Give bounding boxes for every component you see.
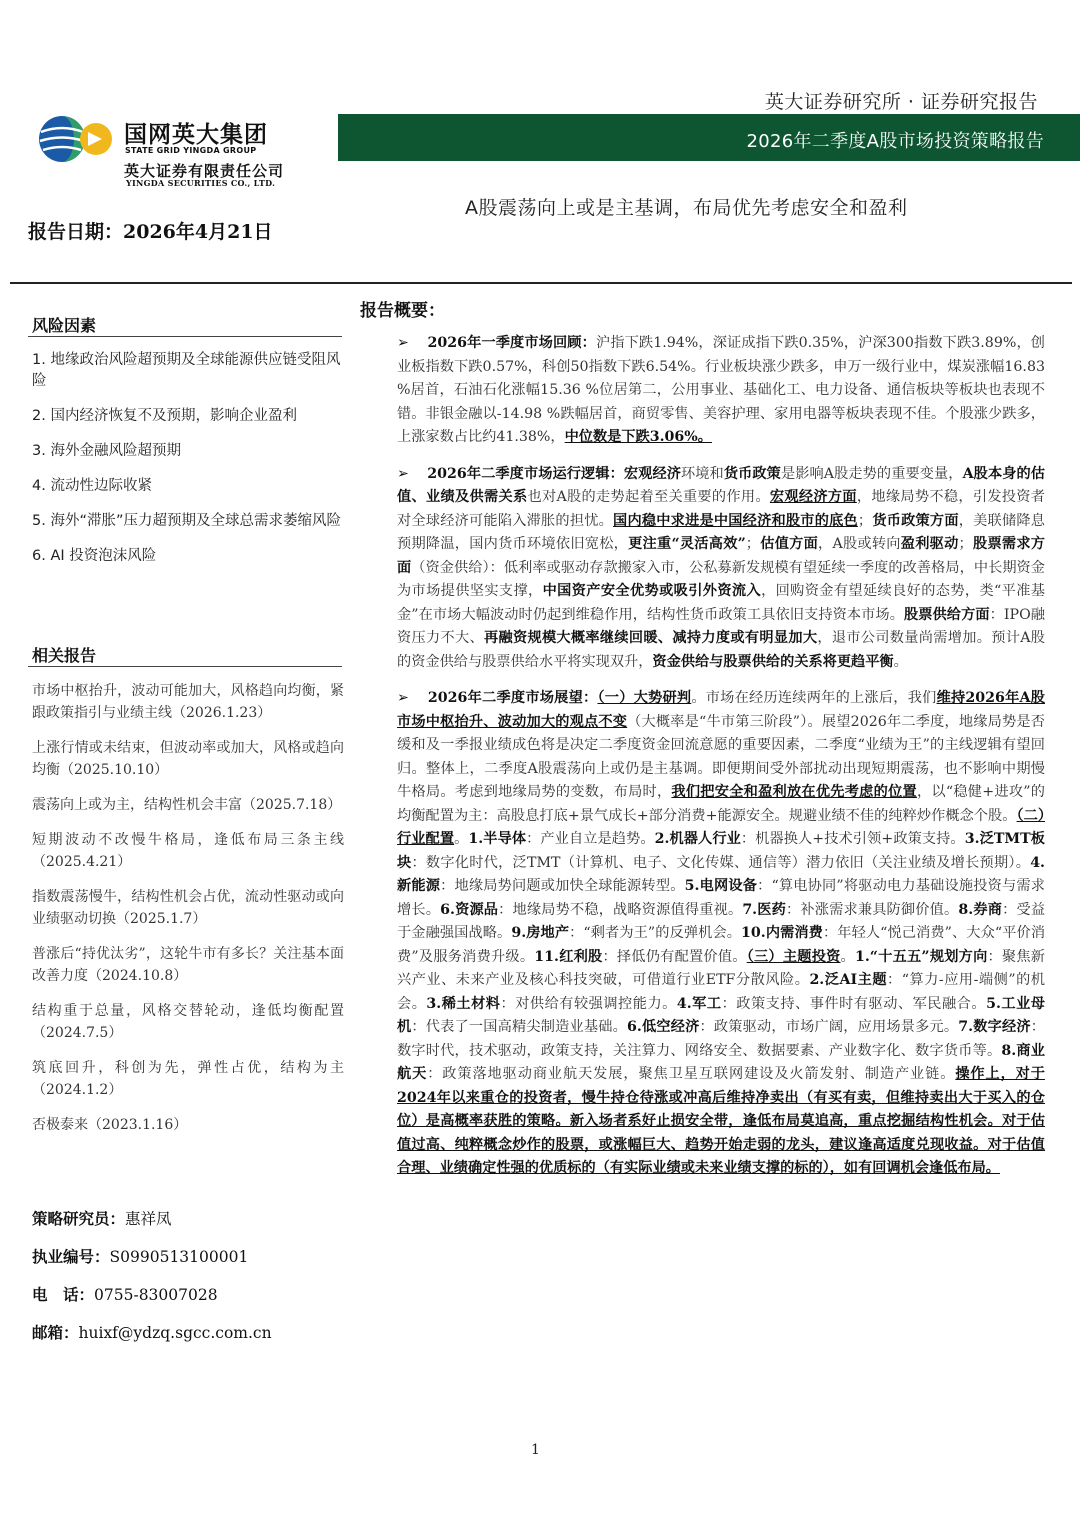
q2-logic-paragraph: ➢ 2026年二季度市场运行逻辑：宏观经济环境和货币政策是影响A股走势的重要变量，A股本身的估值、业绩及供需关系也对A股的走势起着至关重要的作用。宏观经济方面，地缘局势不稳，引发投资者对全球经济可能陷入滞胀的担忧。国内稳中求进是中国经济和股市的底色；货币政策方面，美联储降息预期降温，国内货币环境依旧宽松，更注重“灵活高效”；估值方面，A股或转向盈利驱动；股票需求方面（资金供给）：低利率或驱动存款搬家入市，公私募新发规模有望延续一季度的改善格局，中长期资金为市场提供坚实支撑，中国资产安全优势或吸引外资流入，回购资金有望延续良好的态势，类“平准基金”在市场大幅波动时仍起到维稳作用，结构性货币政策工具依旧支持资本市场。股票供给方面：IPO融资压力不大、再融资规模大概率继续回暖、减持力度或有明显加大，退市公司数量尚需增加。预计A股的资金供给与股票供给水平将实现双升，资金供给与股票供给的关系将更趋平衡。 [397, 465, 1045, 670]
risk-item: 3. 海外金融风险超预期 [32, 443, 181, 459]
related-report-item[interactable]: 指数震荡慢牛，结构性机会占优，流动性驱动或向业绩驱动切换（2025.1.7） [32, 889, 344, 927]
brand-name-en: STATE GRID YINGDA GROUP [125, 146, 257, 155]
related-report-item[interactable]: 上涨行情或未结束，但波动率或加大，风格或趋向均衡（2025.10.10） [32, 740, 344, 778]
related-reports-title: 相关报告 [32, 646, 97, 665]
license-number: S0990513100001 [109, 1248, 249, 1266]
bullet-arrow-icon: ➢ [397, 335, 409, 351]
license-label: 执业编号： [32, 1248, 110, 1266]
email-line [32, 1321, 272, 1343]
risk-list [32, 350, 344, 581]
company-name-en: YINGDA SECURITIES CO., LTD. [126, 178, 276, 188]
state-grid-globe-icon [38, 114, 114, 164]
report-date-value: 2026年4月21日 [123, 221, 273, 243]
phone-line [32, 1283, 218, 1305]
page-number: 1 [531, 1442, 540, 1458]
risk-item: 5. 海外“滞胀”压力超预期及全球总需求萎缩风险 [32, 513, 341, 529]
risk-item: 4. 流动性边际收紧 [32, 478, 152, 494]
q2-outlook-paragraph: ➢ 2026年二季度市场展望：（一）大势研判。市场在经历连续两年的上涨后，我们维持2026年A股市场中枢抬升、波动加大的观点不变（大概率是“牛市第三阶段”）。展望2026年二季度，地缘局势是否缓和及一季报业绩成色将是决定二季度资金回流意愿的重要因素，二季度“业绩为王”的主线逻辑有望回归。整体上，二季度A股震荡向上或仍是主基调。即便期间受外部扰动出现短期震荡，也不影响中期慢牛格局。考虑到地缘局势的变数，布局时，我们把安全和盈利放在优先考虑的位置，以“稳健+进攻”的均衡配置为主：高股息打底+景气成长+部分消费+能源安全。规避业绩不佳的纯粹炒作概念个股。（二）行业配置。1.半导体：产业自立是趋势。2.机器人行业：机器换人+技术引领+政策支持。3.泛TMT板块：数字化时代，泛TMT（计算机、电子、文化传媒、通信等）潜力依旧（关注业绩及增长预期）。4.新能源：地缘局势问题或加快全球能源转型。5.电网设备：“算电协同”将驱动电力基础设施投资与需求增长。6.资源品：地缘局势不稳，战略资源值得重视。7.医药：补涨需求兼具防御价值。8.券商：受益于金融强国战略。9.房地产：“剩者为王”的反弹机会。10.内需消费：年轻人“悦己消费”、大众“平价消费”及服务消费升级。11.红利股：择低仍有配置价值。（三）主题投资。1.“十五五”规划方向：聚焦新兴产业、未来产业及核心科技突破，可借道行业ETF分散风险。2.泛AI主题：“算力-应用-端侧”的机会。3.稀土材料：对供给有较强调控能力。4.军工：政策支持、事件时有驱动、军民融合。5.工业母机：代表了一国高精尖制造业基础。6.低空经济：政策驱动，市场广阔，应用场景多元。7.数字经济：数字时代，技术驱动，政策支持，关注算力、网络安全、数据要素、产业数字化、数字货币等。8.商业航天：政策落地驱动商业航天发展，聚焦卫星互联网建设及火箭发射、制造产业链。操作上，对于2024年以来重仓的投资者，慢牛持仓待涨或冲高后维持净卖出（有买有卖，但维持卖出大于买入的仓位）是高概率获胜的策略。新入场者系好止损安全带，逢低布局莫追高，重点挖掘结构性机会。对于估值过高、纯粹概念炒作的股票，或涨幅巨大、趋势开始走弱的龙头，建议逢高适度兑现收益。对于估值合理、业绩确定性强的优质标的（有实际业绩或未来业绩支撑的标的），如有回调机会逢低布局。 [397, 690, 1046, 1176]
risk-item: 1. 地缘政治风险超预期及全球能源供应链受阻风险 [32, 352, 341, 389]
email-label: 邮箱： [32, 1324, 79, 1342]
email-address[interactable]: huixf@ydzq.sgcc.com.cn [78, 1324, 272, 1342]
license-line [32, 1245, 248, 1267]
q1-review-lead: 2026年一季度市场回顾： [427, 335, 596, 351]
risk-item: 2. 国内经济恢复不及预期，影响企业盈利 [32, 408, 297, 424]
median-decline: 中位数是下跌3.06%。 [564, 429, 712, 445]
summary-heading: 报告概要： [360, 301, 445, 321]
related-report-item[interactable]: 结构重于总量，风格交替轮动，逢低均衡配置（2024.7.5） [32, 1003, 344, 1041]
analyst-name: 惠祥凤 [125, 1210, 172, 1228]
related-reports-list [32, 680, 344, 1149]
bullet-arrow-icon: ➢ [397, 465, 409, 482]
risk-section-divider [28, 336, 342, 337]
related-report-item[interactable]: 市场中枢抬升，波动可能加大，风格趋向均衡，紧跟政策指引与业绩主线（2026.1.23） [32, 683, 344, 721]
report-date [28, 217, 273, 244]
related-reports-divider [28, 666, 342, 667]
related-report-item[interactable]: 筑底回升，科创为先，弹性占优，结构为主（2024.1.2） [32, 1060, 344, 1098]
analyst-line [32, 1207, 172, 1229]
risk-section-title: 风险因素 [32, 316, 97, 335]
report-title: 2026年二季度A股市场投资策略报告 [746, 131, 1044, 152]
q2-outlook-lead: 2026年二季度市场展望： [427, 690, 598, 706]
operation-advice: 操作上，对于2024年以来重仓的投资者，慢牛持仓待涨或冲高后维持净卖出（有买有卖，但维持卖出大于买入的仓位）是高概率获胜的策略。新入场者系好止损安全带，逢低布局莫追高，重点挖掘结构性机会。对于估值过高、纯粹概念炒作的股票，或涨幅巨大、趋势开始走弱的龙头，建议逢高适度兑现收益。对于估值合理、业绩确定性强的优质标的（有实际业绩或未来业绩支撑的标的），如有回调机会逢低布局。 [397, 1066, 1045, 1176]
institute-label: 英大证券研究所 · 证券研究报告 [764, 91, 1038, 113]
q2-logic-lead: 2026年二季度市场运行逻辑： [427, 465, 624, 482]
report-headline: A股震荡向上或是主基调，布局优先考虑安全和盈利 [465, 197, 908, 219]
analyst-label: 策略研究员： [32, 1210, 126, 1228]
risk-item: 6. AI 投资泡沫风险 [32, 548, 157, 564]
company-name-cn: 英大证券有限责任公司 [124, 162, 285, 180]
summary-body [397, 332, 1045, 1194]
bullet-arrow-icon: ➢ [397, 690, 409, 706]
report-date-label: 报告日期： [28, 221, 124, 243]
header-divider [10, 282, 1072, 284]
company-logo [38, 114, 114, 164]
related-report-item[interactable]: 短期波动不改慢牛格局，逢低布局三条主线（2025.4.21） [32, 832, 344, 870]
brand-name-cn: 国网英大集团 [124, 122, 268, 148]
related-report-item[interactable]: 震荡向上或为主，结构性机会丰富（2025.7.18） [32, 797, 342, 813]
phone-label: 电 话： [32, 1286, 95, 1304]
phone-number: 0755-83007028 [94, 1286, 218, 1304]
related-report-item[interactable]: 否极泰来（2023.1.16） [32, 1117, 188, 1133]
q1-review-paragraph: ➢ 2026年一季度市场回顾：沪指下跌1.94%，深证成指下跌0.35%，沪深300指数下跌3.89%，创业板指数下跌0.57%，科创50指数下跌6.54%。行业板块涨少跌多，申万一级行业中，煤炭涨幅16.83 %居首，石油石化涨幅15.36 %位居第二，公用事业、基础化工、电力设备、通信板块等板块也表现不错。非银金融以-14.98 %跌幅居首，商贸零售、美容护理、家用电器等板块表现不佳。个股涨少跌多，上涨家数占比约41.38%，中位数是下跌3.06%。 [397, 335, 1045, 445]
related-report-item[interactable]: 普涨后“持优汰劣”，这轮牛市有多长？关注基本面改善力度（2024.10.8） [32, 946, 344, 984]
